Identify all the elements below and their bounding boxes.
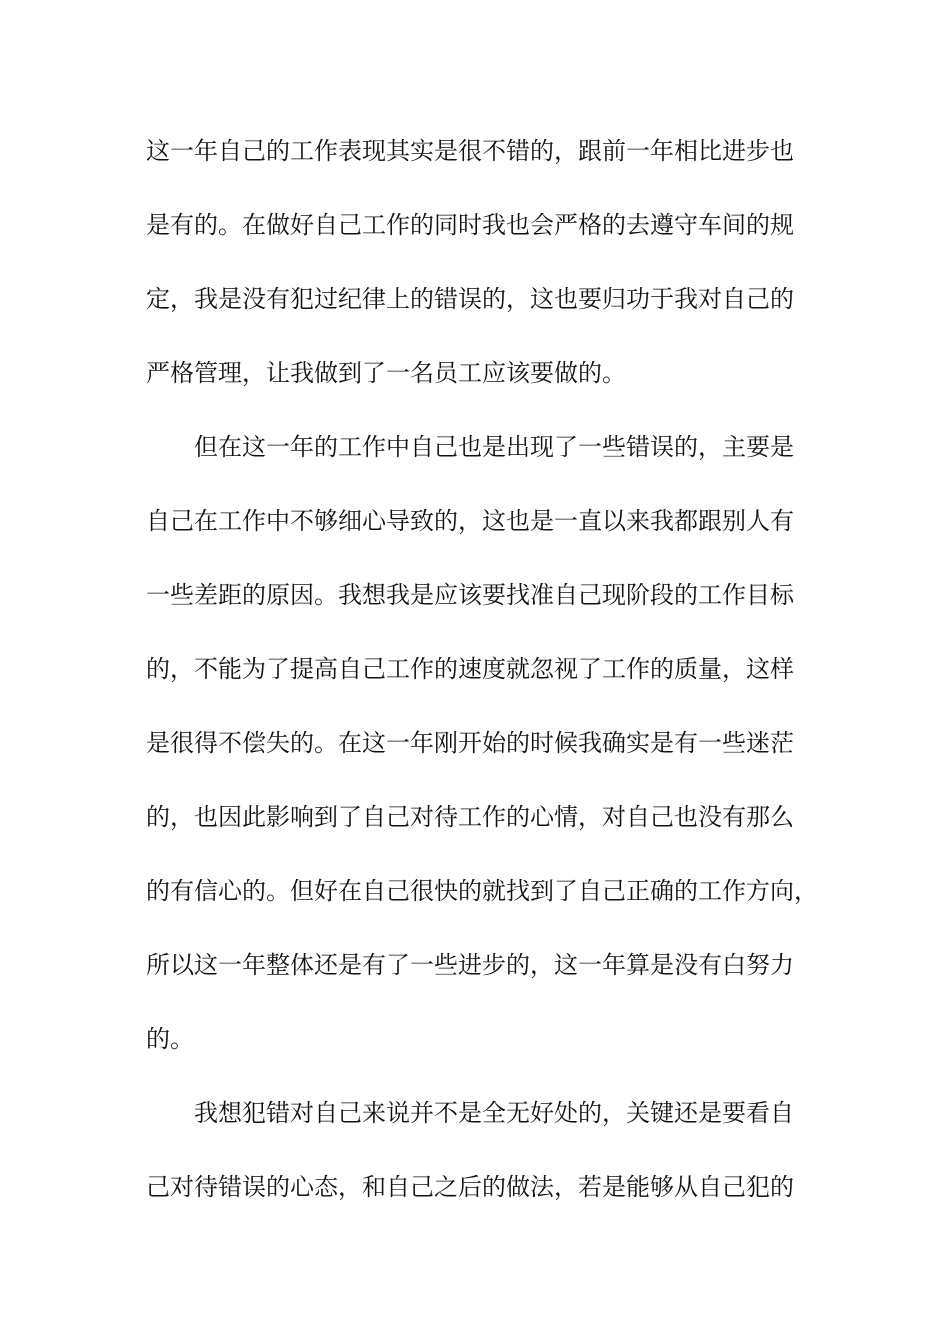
text-line: 的，也因此影响到了自己对待工作的心情，对自己也没有那么 bbox=[146, 803, 794, 831]
text-line: 严格管理，让我做到了一名员工应该要做的。 bbox=[146, 359, 626, 387]
document-body bbox=[146, 126, 818, 1236]
text-line: 己对待错误的心态，和自己之后的做法，若是能够从自己犯的 bbox=[146, 1173, 794, 1201]
text-line: 这一年自己的工作表现其实是很不错的，跟前一年相比进步也 bbox=[146, 137, 794, 165]
text-line: 的，不能为了提高自己工作的速度就忽视了工作的质量，这样 bbox=[146, 655, 794, 683]
paragraph-start-line: 但在这一年的工作中自己也是出现了一些错误的，主要是 bbox=[194, 433, 794, 461]
text-line: 定，我是没有犯过纪律上的错误的，这也要归功于我对自己的 bbox=[146, 285, 794, 313]
text-line: 的有信心的。但好在自己很快的就找到了自己正确的工作方向， bbox=[146, 877, 818, 905]
text-line: 是有的。在做好自己工作的同时我也会严格的去遵守车间的规 bbox=[146, 211, 794, 239]
text-line: 是很得不偿失的。在这一年刚开始的时候我确实是有一些迷茫 bbox=[146, 729, 794, 757]
text-line: 一些差距的原因。我想我是应该要找准自己现阶段的工作目标 bbox=[146, 581, 794, 609]
text-line: 的。 bbox=[146, 1025, 194, 1053]
text-line: 自己在工作中不够细心导致的，这也是一直以来我都跟别人有 bbox=[146, 507, 794, 535]
text-line: 所以这一年整体还是有了一些进步的，这一年算是没有白努力 bbox=[146, 951, 794, 979]
paragraph-start-line: 我想犯错对自己来说并不是全无好处的，关键还是要看自 bbox=[194, 1099, 794, 1127]
